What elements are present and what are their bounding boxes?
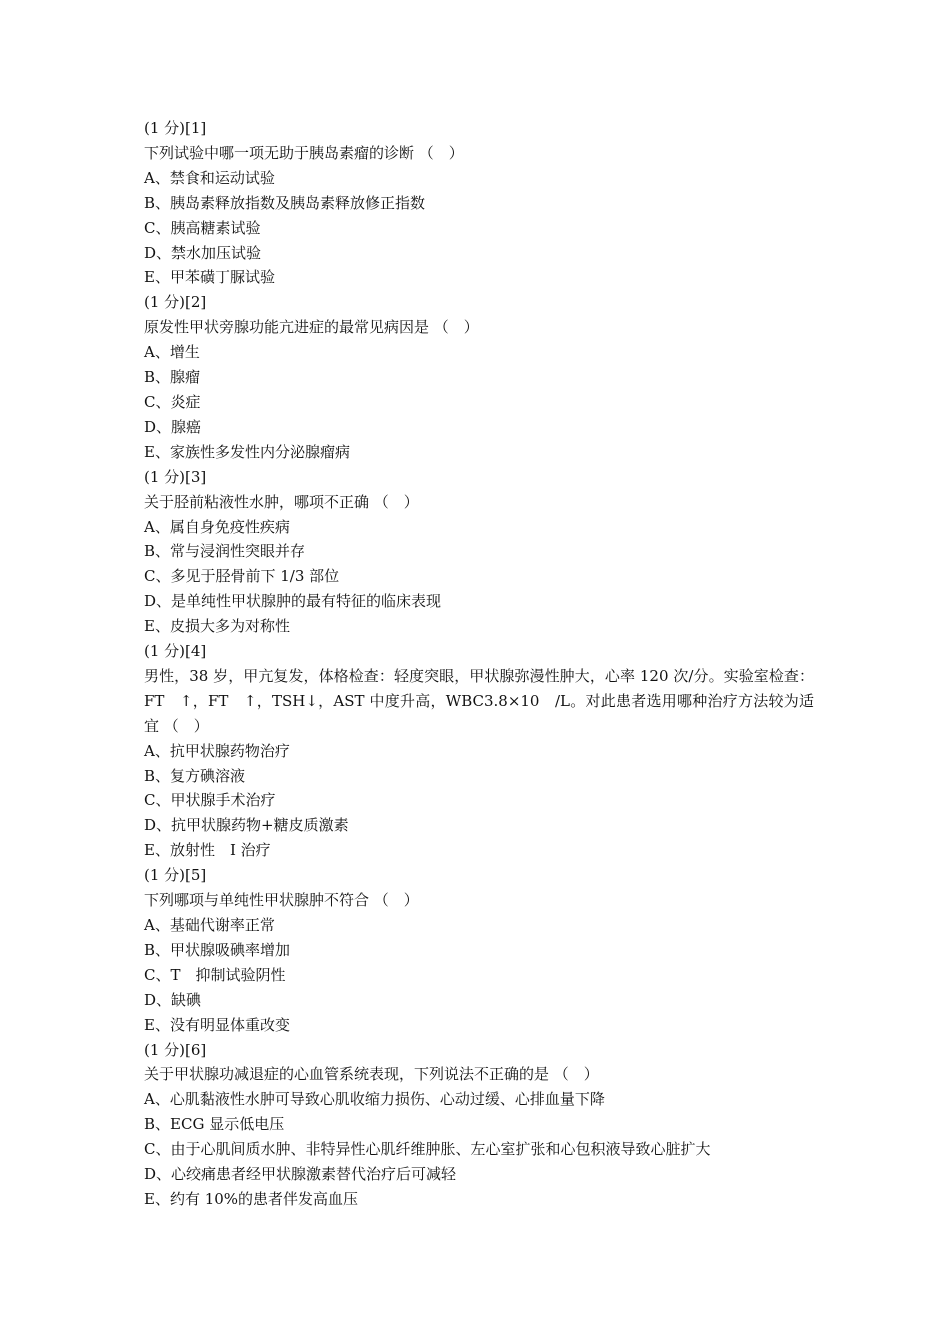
option-d: D、禁水加压试验 [144,243,262,262]
question-3 [144,465,814,639]
question-6 [144,1038,814,1212]
option-e: E、皮损大多为对称性 [144,617,290,636]
option-e: E、甲苯磺丁脲试验 [144,268,275,287]
option-c: C、甲状腺手术治疗 [144,791,276,810]
question-score: (1 分)[4] [144,642,207,661]
option-b: B、胰岛素释放指数及胰岛素释放修正指数 [144,193,426,212]
option-b: B、腺瘤 [144,368,201,387]
option-a: A、禁食和运动试验 [144,168,275,187]
question-stem: 男性，38 岁，甲亢复发，体格检查：轻度突眼，甲状腺弥漫性肿大，心率 120 次/分。实验室检查：FT ↑，FT ↑，TSH↓，AST 中度升高，WBC3.8×10 /L。对此患者选用哪种治疗方法较为适宜 （ ） [144,666,814,735]
option-b: B、甲状腺吸碘率增加 [144,940,291,959]
question-stem: 下列哪项与单纯性甲状腺肿不符合 （ ） [144,891,419,910]
option-a: A、基础代谢率正常 [144,916,275,934]
question-score: (1 分)[6] [144,1040,207,1059]
question-4 [144,639,814,863]
option-a: A、心肌黏液性水肿可导致心肌收缩力损伤、心动过缓、心排血量下降 [144,1090,605,1109]
option-b: B、复方碘溶液 [144,766,246,785]
option-c: C、胰高糖素试验 [144,218,261,237]
option-e: E、约有 10%的患者伴发高血压 [144,1189,359,1208]
option-c: C、T 抑制试验阴性 [144,965,286,984]
option-d: D、是单纯性甲状腺肿的最有特征的临床表现 [144,592,442,611]
option-a: A、抗甲状腺药物治疗 [144,741,290,760]
option-b: B、常与浸润性突眼并存 [144,542,306,561]
option-a: A、属自身免疫性疾病 [144,517,290,536]
question-score: (1 分)[2] [144,293,207,312]
option-c: C、多见于胫骨前下 1/3 部位 [144,567,340,586]
option-b: B、ECG 显示低电压 [144,1115,285,1134]
question-score: (1 分)[3] [144,467,207,486]
option-e: E、没有明显体重改变 [144,1015,290,1034]
question-2 [144,290,814,464]
question-stem: 下列试验中哪一项无助于胰岛素瘤的诊断 （ ） [144,143,464,162]
option-a: A、增生 [144,343,200,362]
question-score: (1 分)[5] [144,866,207,885]
option-e: E、放射性 I 治疗 [144,841,271,860]
option-c: C、由于心肌间质水肿、非特异性心肌纤维肿胀、左心室扩张和心包积液导致心脏扩大 [144,1140,711,1159]
option-d: D、心绞痛患者经甲状腺激素替代治疗后可减轻 [144,1165,457,1184]
option-c: C、炎症 [144,392,201,411]
exam-page [144,116,814,1212]
option-d: D、腺癌 [144,417,202,436]
question-stem: 关于甲状腺功减退症的心血管系统表现，下列说法不正确的是 （ ） [144,1065,599,1084]
option-d: D、缺碘 [144,990,202,1009]
question-stem: 关于胫前粘液性水肿，哪项不正确 （ ） [144,492,419,511]
question-5 [144,863,814,1037]
question-score: (1 分)[1] [144,119,207,137]
question-1 [144,116,814,290]
question-stem: 原发性甲状旁腺功能亢进症的最常见病因是 （ ） [144,318,479,337]
option-d: D、抗甲状腺药物+糖皮质激素 [144,816,349,835]
option-e: E、家族性多发性内分泌腺瘤病 [144,442,350,461]
